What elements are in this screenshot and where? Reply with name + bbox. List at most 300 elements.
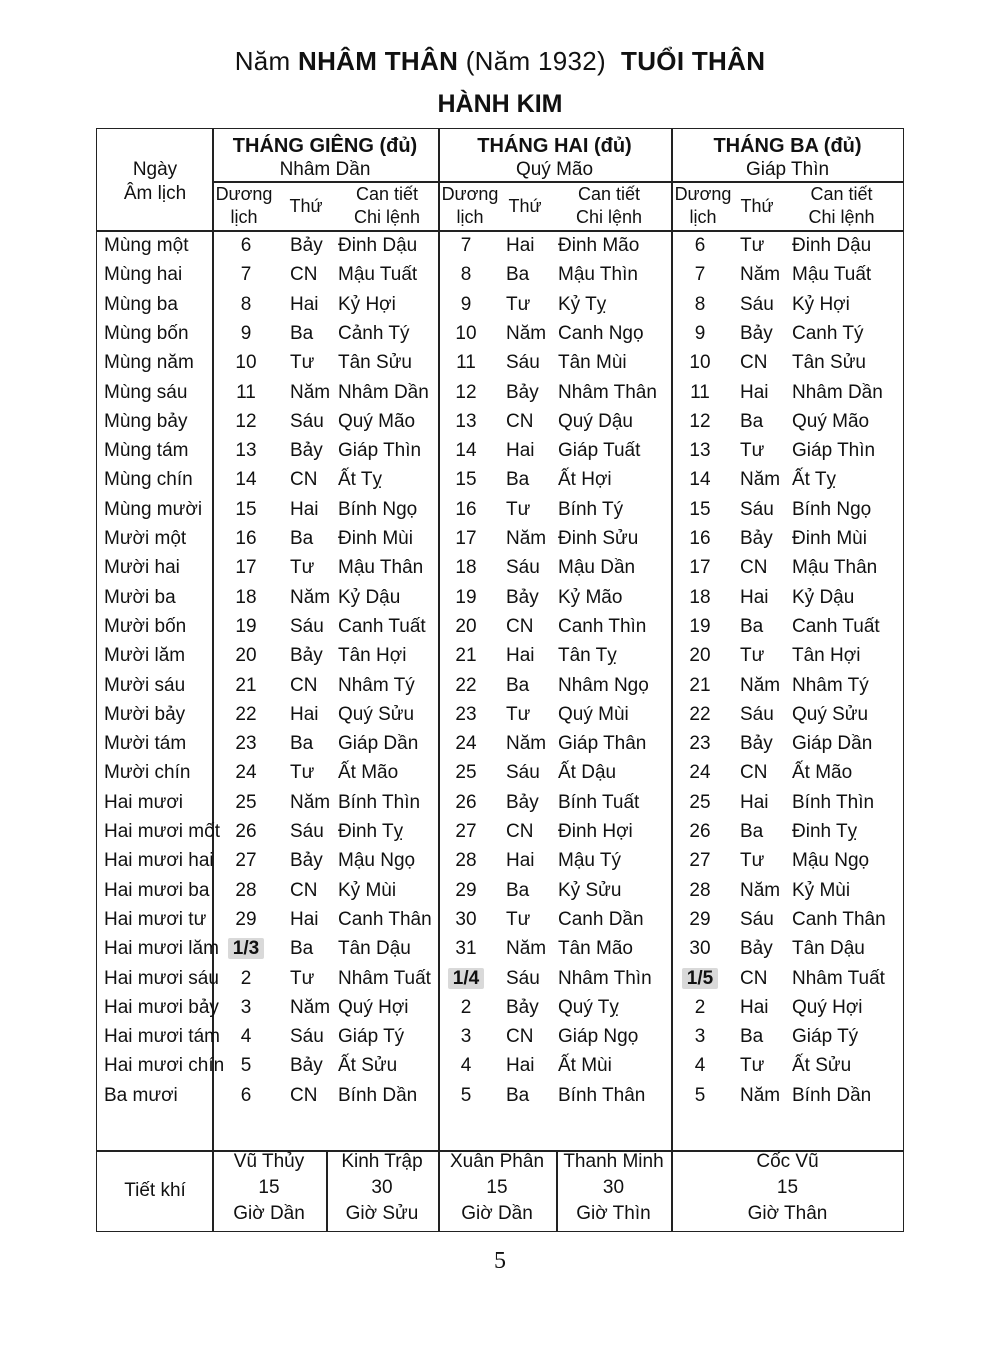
- thu-2: Sáu: [506, 557, 540, 579]
- can-chi-1: Đinh Dậu: [338, 235, 418, 256]
- sub-header-duong: Dương: [215, 184, 273, 204]
- duong-lich-2: 3: [460, 1026, 472, 1048]
- duong-lich-2: [436, 968, 496, 990]
- can-chi-1: Giáp Dần: [338, 733, 419, 755]
- duong-lich-3: 3: [694, 1026, 706, 1048]
- table-row: [0, 466, 1000, 495]
- sub-header-thu: Thứ: [740, 196, 774, 216]
- duong-lich-3: 20: [689, 645, 711, 667]
- thu-1: Tư: [290, 557, 315, 579]
- can-chi-1: Kỷ Hợi: [338, 293, 396, 315]
- thu-1: Ba: [290, 528, 314, 549]
- thu-1: Bảy: [290, 440, 323, 462]
- duong-lich-1: 27: [235, 850, 257, 872]
- tiet-khi-value: 30: [371, 1177, 393, 1198]
- can-chi-2: Giáp Thân: [558, 733, 647, 755]
- tiet-khi-cell: [671, 1149, 904, 1227]
- duong-lich-1: 18: [235, 586, 257, 608]
- thu-2: Sáu: [506, 352, 540, 374]
- can-chi-2: Ất Hợi: [558, 469, 612, 491]
- duong-lich-1: 28: [235, 879, 257, 901]
- table-row: [0, 906, 1000, 935]
- can-chi-1: Kỷ Mùi: [338, 879, 397, 901]
- thu-3: Hai: [740, 586, 769, 608]
- thu-3: Năm: [740, 674, 781, 696]
- can-chi-3: Bính Dần: [792, 1084, 872, 1106]
- lunar-day: Mười tám: [104, 733, 187, 755]
- tiet-khi-label: Tiết khí: [124, 1180, 186, 1201]
- duong-lich-2: 14: [455, 440, 477, 462]
- duong-lich-2: 7: [460, 235, 472, 256]
- table-row: [0, 437, 1000, 466]
- sub-header-thu: Thứ: [508, 196, 542, 216]
- can-chi-2: Bính Tuất: [558, 791, 640, 813]
- thu-2: Hai: [506, 850, 535, 872]
- duong-lich-2: 11: [456, 352, 476, 374]
- month-2-name: THÁNG HAI (đủ): [477, 135, 632, 157]
- thu-3: Tư: [740, 440, 765, 462]
- can-chi-3: Ất Tỵ: [792, 469, 836, 491]
- thu-1: Tư: [290, 967, 315, 989]
- title-year-name: NHÂM THÂN: [298, 46, 459, 76]
- can-chi-2: Giáp Tuất: [558, 440, 641, 462]
- can-chi-1: Ất Tỵ: [338, 469, 382, 491]
- table-row: [0, 701, 1000, 730]
- tiet-khi-hour: Giờ Thìn: [576, 1203, 651, 1224]
- can-chi-2: Kỷ Mão: [558, 586, 623, 608]
- table-row: [0, 291, 1000, 320]
- lunar-day: Hai mươi sáu: [104, 967, 219, 989]
- can-chi-1: Quý Hợi: [338, 996, 409, 1018]
- table-row: [0, 584, 1000, 613]
- duong-lich-1: 13: [235, 440, 257, 462]
- can-chi-1: Nhâm Tý: [338, 674, 415, 696]
- thu-2: Tư: [506, 498, 531, 520]
- thu-2: Ba: [506, 469, 530, 491]
- duong-lich-3: 7: [694, 264, 706, 286]
- duong-lich-1: 21: [235, 674, 257, 696]
- can-chi-3: Kỷ Dậu: [792, 586, 855, 608]
- duong-lich-1: [216, 938, 276, 960]
- table-row: [0, 965, 1000, 994]
- month-1-name: THÁNG GIÊNG (đủ): [232, 135, 418, 157]
- can-chi-2: Ất Dậu: [558, 762, 617, 784]
- can-chi-3: Tân Hợi: [792, 645, 861, 667]
- thu-1: Hai: [290, 703, 319, 725]
- duong-lich-2: 26: [455, 791, 477, 813]
- can-chi-2: Ất Mùi: [558, 1055, 612, 1077]
- tiet-khi-hour: Giờ Thân: [747, 1203, 828, 1224]
- tiet-khi-value: 15: [776, 1177, 799, 1198]
- thu-1: Sáu: [290, 821, 324, 842]
- lunar-day: Hai mươi hai: [104, 850, 214, 872]
- sub-header-lich: lịch: [456, 207, 484, 227]
- thu-1: Ba: [290, 322, 314, 344]
- thu-1: Sáu: [290, 615, 324, 637]
- duong-lich-1: 7: [240, 264, 252, 286]
- tiet-khi-name: Thanh Minh: [563, 1151, 664, 1172]
- can-chi-2: Canh Thìn: [558, 615, 647, 637]
- duong-lich-3: 29: [689, 908, 711, 930]
- duong-lich-3: 18: [689, 586, 711, 608]
- thu-3: Ba: [740, 821, 764, 842]
- thu-2: CN: [506, 615, 534, 637]
- can-chi-2: Đinh Mão: [558, 235, 640, 256]
- table-row: [0, 759, 1000, 788]
- thu-3: CN: [740, 557, 768, 579]
- thu-2: Tư: [506, 908, 531, 930]
- duong-lich-1: 12: [235, 410, 257, 432]
- duong-lich-2: 24: [455, 733, 477, 755]
- duong-lich-2: 5: [460, 1084, 472, 1106]
- sub-header-duong-lich: [440, 183, 500, 229]
- sub-header-lich: lịch: [689, 207, 717, 227]
- thu-2: Hai: [506, 1055, 535, 1077]
- thu-2: CN: [506, 1026, 534, 1048]
- thu-1: CN: [290, 1084, 318, 1106]
- table-row: [0, 642, 1000, 671]
- month-start-highlight: 1/3: [228, 938, 264, 959]
- can-chi-2: Mậu Dần: [558, 557, 636, 579]
- can-chi-2: Bính Tý: [558, 498, 624, 520]
- thu-3: Sáu: [740, 908, 774, 930]
- can-chi-2: Quý Dậu: [558, 410, 633, 432]
- duong-lich-1: 11: [236, 381, 256, 403]
- can-chi-2: Giáp Ngọ: [558, 1026, 639, 1048]
- thu-1: Hai: [290, 498, 319, 520]
- lunar-day: Mười lăm: [104, 645, 186, 667]
- thu-2: Sáu: [506, 967, 540, 989]
- lunar-day: Hai mươi bảy: [104, 996, 219, 1018]
- can-chi-3: Canh Tuất: [792, 615, 880, 637]
- can-chi-1: Cảnh Tý: [338, 322, 410, 344]
- thu-3: Bảy: [740, 528, 773, 549]
- duong-lich-1: 8: [240, 293, 252, 315]
- can-chi-1: Quý Sửu: [338, 703, 415, 725]
- can-chi-3: Giáp Dần: [792, 733, 873, 755]
- duong-lich-3: 25: [689, 791, 711, 813]
- can-chi-3: Tân Dậu: [792, 938, 865, 960]
- thu-3: CN: [740, 967, 768, 989]
- duong-lich-1: 10: [235, 352, 257, 374]
- duong-lich-2: 20: [455, 615, 477, 637]
- duong-lich-3: 30: [689, 938, 711, 960]
- duong-lich-1: 3: [240, 996, 252, 1018]
- thu-3: Bảy: [740, 322, 773, 344]
- can-chi-2: Mậu Tý: [558, 850, 622, 872]
- thu-2: Bảy: [506, 791, 539, 813]
- duong-lich-2: 22: [455, 674, 477, 696]
- table-row: [0, 379, 1000, 408]
- duong-lich-1: 6: [240, 235, 252, 256]
- tiet-khi-cell: [438, 1149, 556, 1227]
- can-chi-3: Nhâm Dần: [792, 381, 883, 403]
- table-row: [0, 261, 1000, 290]
- sub-header-can-chi: [781, 183, 902, 229]
- thu-1: Tư: [290, 352, 315, 374]
- table-row: [0, 232, 1000, 261]
- can-chi-1: Bính Dần: [338, 1084, 418, 1106]
- duong-lich-2: 27: [455, 821, 477, 842]
- can-chi-2: Canh Ngọ: [558, 322, 644, 344]
- thu-1: CN: [290, 879, 318, 901]
- duong-lich-1: 14: [235, 469, 257, 491]
- thu-3: Sáu: [740, 293, 774, 315]
- duong-lich-2: 2: [460, 996, 472, 1018]
- lunar-day: Mùng chín: [104, 469, 193, 491]
- can-chi-1: Mậu Thân: [338, 557, 424, 579]
- duong-lich-3: 14: [689, 469, 711, 491]
- lunar-day: Mười bảy: [104, 703, 186, 725]
- tiet-khi-cell: [326, 1149, 438, 1227]
- thu-2: Bảy: [506, 586, 539, 608]
- tiet-khi-value: 30: [602, 1177, 625, 1198]
- lunar-day: Mùng hai: [104, 264, 183, 286]
- duong-lich-3: 9: [694, 322, 706, 344]
- table-row: [0, 877, 1000, 906]
- lunar-day: Mười ba: [104, 586, 176, 608]
- can-chi-1: Quý Mão: [338, 410, 416, 432]
- thu-3: Sáu: [740, 703, 774, 725]
- thu-2: Năm: [506, 528, 547, 549]
- can-chi-3: Nhâm Tý: [792, 674, 869, 696]
- lunar-day: Mười bốn: [104, 615, 187, 637]
- table-row: [0, 408, 1000, 437]
- can-chi-2: Quý Mùi: [558, 703, 629, 725]
- can-chi-3: Mậu Thân: [792, 557, 878, 579]
- duong-lich-2: 8: [460, 264, 472, 286]
- can-chi-3: Đinh Dậu: [792, 235, 872, 256]
- can-chi-2: Kỷ Sửu: [558, 879, 622, 901]
- can-chi-2: Nhâm Thìn: [558, 967, 652, 989]
- thu-1: CN: [290, 264, 318, 286]
- table-row: [0, 1082, 1000, 1111]
- table-row: [0, 613, 1000, 642]
- can-chi-2: Nhâm Thân: [558, 381, 657, 403]
- thu-1: CN: [290, 469, 318, 491]
- thu-3: Bảy: [740, 938, 773, 960]
- thu-1: Bảy: [290, 235, 323, 256]
- lunar-day: Mùng ba: [104, 293, 178, 315]
- duong-lich-1: 17: [235, 557, 257, 579]
- table-row: [0, 672, 1000, 701]
- table-row: [0, 554, 1000, 583]
- thu-2: Ba: [506, 1084, 530, 1106]
- sub-header-duong: Dương: [441, 184, 499, 204]
- can-chi-2: Bính Thân: [558, 1084, 646, 1106]
- thu-1: Sáu: [290, 1026, 324, 1048]
- tiet-khi-hour: Giờ Dần: [461, 1203, 533, 1224]
- tiet-khi-hour: Giờ Sửu: [345, 1203, 419, 1224]
- lunar-day: Mùng một: [104, 235, 189, 256]
- thu-3: Ba: [740, 410, 764, 432]
- can-chi-1: Bính Thìn: [338, 791, 421, 813]
- duong-lich-1: 19: [235, 615, 257, 637]
- lunar-day: Mùng năm: [104, 352, 194, 374]
- sub-header-can-chi: [550, 183, 668, 229]
- can-chi-1: Tân Hợi: [338, 645, 407, 667]
- tiet-khi-name: Vũ Thủy: [233, 1151, 305, 1172]
- thu-2: Bảy: [506, 996, 539, 1018]
- can-chi-3: Kỷ Hợi: [792, 293, 850, 315]
- can-chi-2: Mậu Thìn: [558, 264, 638, 286]
- thu-3: Tư: [740, 235, 765, 256]
- can-chi-1: Canh Thân: [338, 908, 432, 930]
- duong-lich-1: 4: [240, 1026, 252, 1048]
- duong-lich-1: 16: [235, 528, 257, 549]
- duong-lich-1: 6: [240, 1084, 252, 1106]
- can-chi-2: Nhâm Ngọ: [558, 674, 649, 696]
- lunar-day: Hai mươi lăm: [104, 938, 219, 960]
- duong-lich-3: [670, 968, 730, 990]
- duong-lich-2: 23: [455, 703, 477, 725]
- duong-lich-1: 24: [235, 762, 257, 784]
- lunar-day: Mười sáu: [104, 674, 186, 696]
- lunar-day: Hai mươi chín: [104, 1055, 225, 1077]
- sub-header-chi-lenh: Chi lệnh: [808, 207, 875, 227]
- thu-1: Tư: [290, 762, 315, 784]
- duong-lich-3: 17: [689, 557, 711, 579]
- duong-lich-3: 8: [694, 293, 706, 315]
- lunar-day: Mùng bốn: [104, 322, 189, 344]
- sub-header-duong-lich: [673, 183, 733, 229]
- can-chi-3: Quý Hợi: [792, 996, 863, 1018]
- lunar-day: Mười một: [104, 528, 187, 549]
- can-chi-3: Canh Thân: [792, 908, 886, 930]
- duong-lich-2: 31: [455, 938, 477, 960]
- lunar-day: Mùng mười: [104, 498, 203, 520]
- duong-lich-2: 12: [455, 381, 477, 403]
- can-chi-3: Đinh Mùi: [792, 528, 867, 549]
- duong-lich-3: 10: [689, 352, 711, 374]
- thu-2: Năm: [506, 733, 547, 755]
- duong-lich-3: 5: [694, 1084, 706, 1106]
- duong-lich-1: 26: [235, 821, 257, 842]
- thu-1: Năm: [290, 791, 331, 813]
- month-start-highlight: 1/5: [682, 968, 718, 989]
- duong-lich-2: 4: [460, 1055, 472, 1077]
- thu-2: CN: [506, 821, 534, 842]
- can-chi-2: Quý Tỵ: [558, 996, 619, 1018]
- thu-1: Hai: [290, 908, 319, 930]
- duong-lich-1: 5: [240, 1055, 252, 1077]
- tiet-khi-value: 15: [486, 1177, 508, 1198]
- duong-lich-2: 28: [455, 850, 477, 872]
- tiet-khi-name: Cốc Vũ: [756, 1151, 819, 1172]
- month-start-highlight: 1/4: [448, 968, 484, 989]
- can-chi-3: Tân Sửu: [792, 352, 866, 374]
- thu-3: CN: [740, 762, 768, 784]
- duong-lich-3: 28: [689, 879, 711, 901]
- thu-3: Năm: [740, 1084, 781, 1106]
- can-chi-3: Giáp Tý: [792, 1026, 859, 1048]
- thu-3: Sáu: [740, 498, 774, 520]
- can-chi-1: Giáp Tý: [338, 1026, 405, 1048]
- tiet-khi-value: 15: [258, 1177, 280, 1198]
- title-solar-year: (Năm 1932): [465, 46, 606, 76]
- sub-header-can-chi: [336, 183, 438, 229]
- duong-lich-3: 22: [689, 703, 711, 725]
- lunar-day: Mùng sáu: [104, 381, 188, 403]
- table-row: [0, 320, 1000, 349]
- can-chi-1: Nhâm Dần: [338, 381, 429, 403]
- table-row: [0, 994, 1000, 1023]
- thu-3: Ba: [740, 1026, 764, 1048]
- duong-lich-1: 25: [235, 791, 257, 813]
- can-chi-1: Tân Sửu: [338, 352, 412, 374]
- sub-header-chi-lenh: Chi lệnh: [575, 207, 643, 227]
- duong-lich-3: 27: [689, 850, 711, 872]
- can-chi-1: Đinh Tỵ: [338, 821, 404, 842]
- duong-lich-3: 23: [689, 733, 711, 755]
- duong-lich-3: 12: [689, 410, 711, 432]
- can-chi-3: Mậu Ngọ: [792, 850, 870, 872]
- month-2-can-chi: Quý Mão: [515, 159, 594, 180]
- can-chi-2: Tân Mão: [558, 938, 633, 960]
- can-chi-2: Canh Dần: [558, 908, 644, 930]
- table-row: [0, 847, 1000, 876]
- table-row: [0, 730, 1000, 759]
- duong-lich-2: 25: [455, 762, 477, 784]
- thu-2: Tư: [506, 703, 531, 725]
- duong-lich-2: 9: [460, 293, 472, 315]
- can-chi-1: Kỷ Dậu: [338, 586, 401, 608]
- thu-2: Ba: [506, 674, 530, 696]
- thu-2: Năm: [506, 938, 547, 960]
- tiet-khi-cell: [212, 1149, 326, 1227]
- can-chi-3: Quý Mão: [792, 410, 870, 432]
- thu-3: Tư: [740, 850, 765, 872]
- thu-2: Hai: [506, 235, 535, 256]
- duong-lich-3: 16: [689, 528, 711, 549]
- month-1-can-chi: Nhâm Dần: [279, 159, 371, 180]
- can-chi-1: Ất Sửu: [338, 1055, 398, 1077]
- lunar-day: Hai mươi tư: [104, 908, 207, 930]
- thu-1: Ba: [290, 733, 314, 755]
- duong-lich-1: 29: [235, 908, 257, 930]
- duong-lich-3: 24: [689, 762, 711, 784]
- sub-header-can-tiet: Can tiết: [355, 184, 419, 204]
- thu-1: Năm: [290, 381, 331, 403]
- sub-header-can-tiet: Can tiết: [810, 184, 873, 204]
- can-chi-3: Bính Thìn: [792, 791, 875, 813]
- page-number: 5: [494, 1248, 506, 1274]
- sub-header-can-tiet: Can tiết: [577, 184, 641, 204]
- table-row: [0, 818, 1000, 847]
- duong-lich-2: 19: [455, 586, 477, 608]
- duong-lich-3: 13: [689, 440, 711, 462]
- thu-1: Sáu: [290, 410, 324, 432]
- can-chi-1: Bính Ngọ: [338, 498, 418, 520]
- can-chi-2: Kỷ Tỵ: [558, 293, 607, 315]
- thu-1: CN: [290, 674, 318, 696]
- table-row: [0, 1052, 1000, 1081]
- tiet-khi-cell: [556, 1149, 671, 1227]
- thu-3: Tư: [740, 645, 765, 667]
- thu-3: Hai: [740, 791, 769, 813]
- can-chi-3: Nhâm Tuất: [792, 967, 885, 989]
- duong-lich-3: 15: [689, 498, 711, 520]
- lunar-day: Hai mươi ba: [104, 879, 210, 901]
- thu-3: Hai: [740, 996, 769, 1018]
- sub-header-thu: Thứ: [289, 196, 323, 216]
- can-chi-2: Đinh Sửu: [558, 528, 639, 549]
- title-zodiac: TUỔI THÂN: [621, 46, 766, 76]
- duong-lich-1: 22: [235, 703, 257, 725]
- page-title: [0, 46, 1000, 77]
- lunar-day: Ba mươi: [104, 1084, 178, 1106]
- can-chi-1: Nhâm Tuất: [338, 967, 431, 989]
